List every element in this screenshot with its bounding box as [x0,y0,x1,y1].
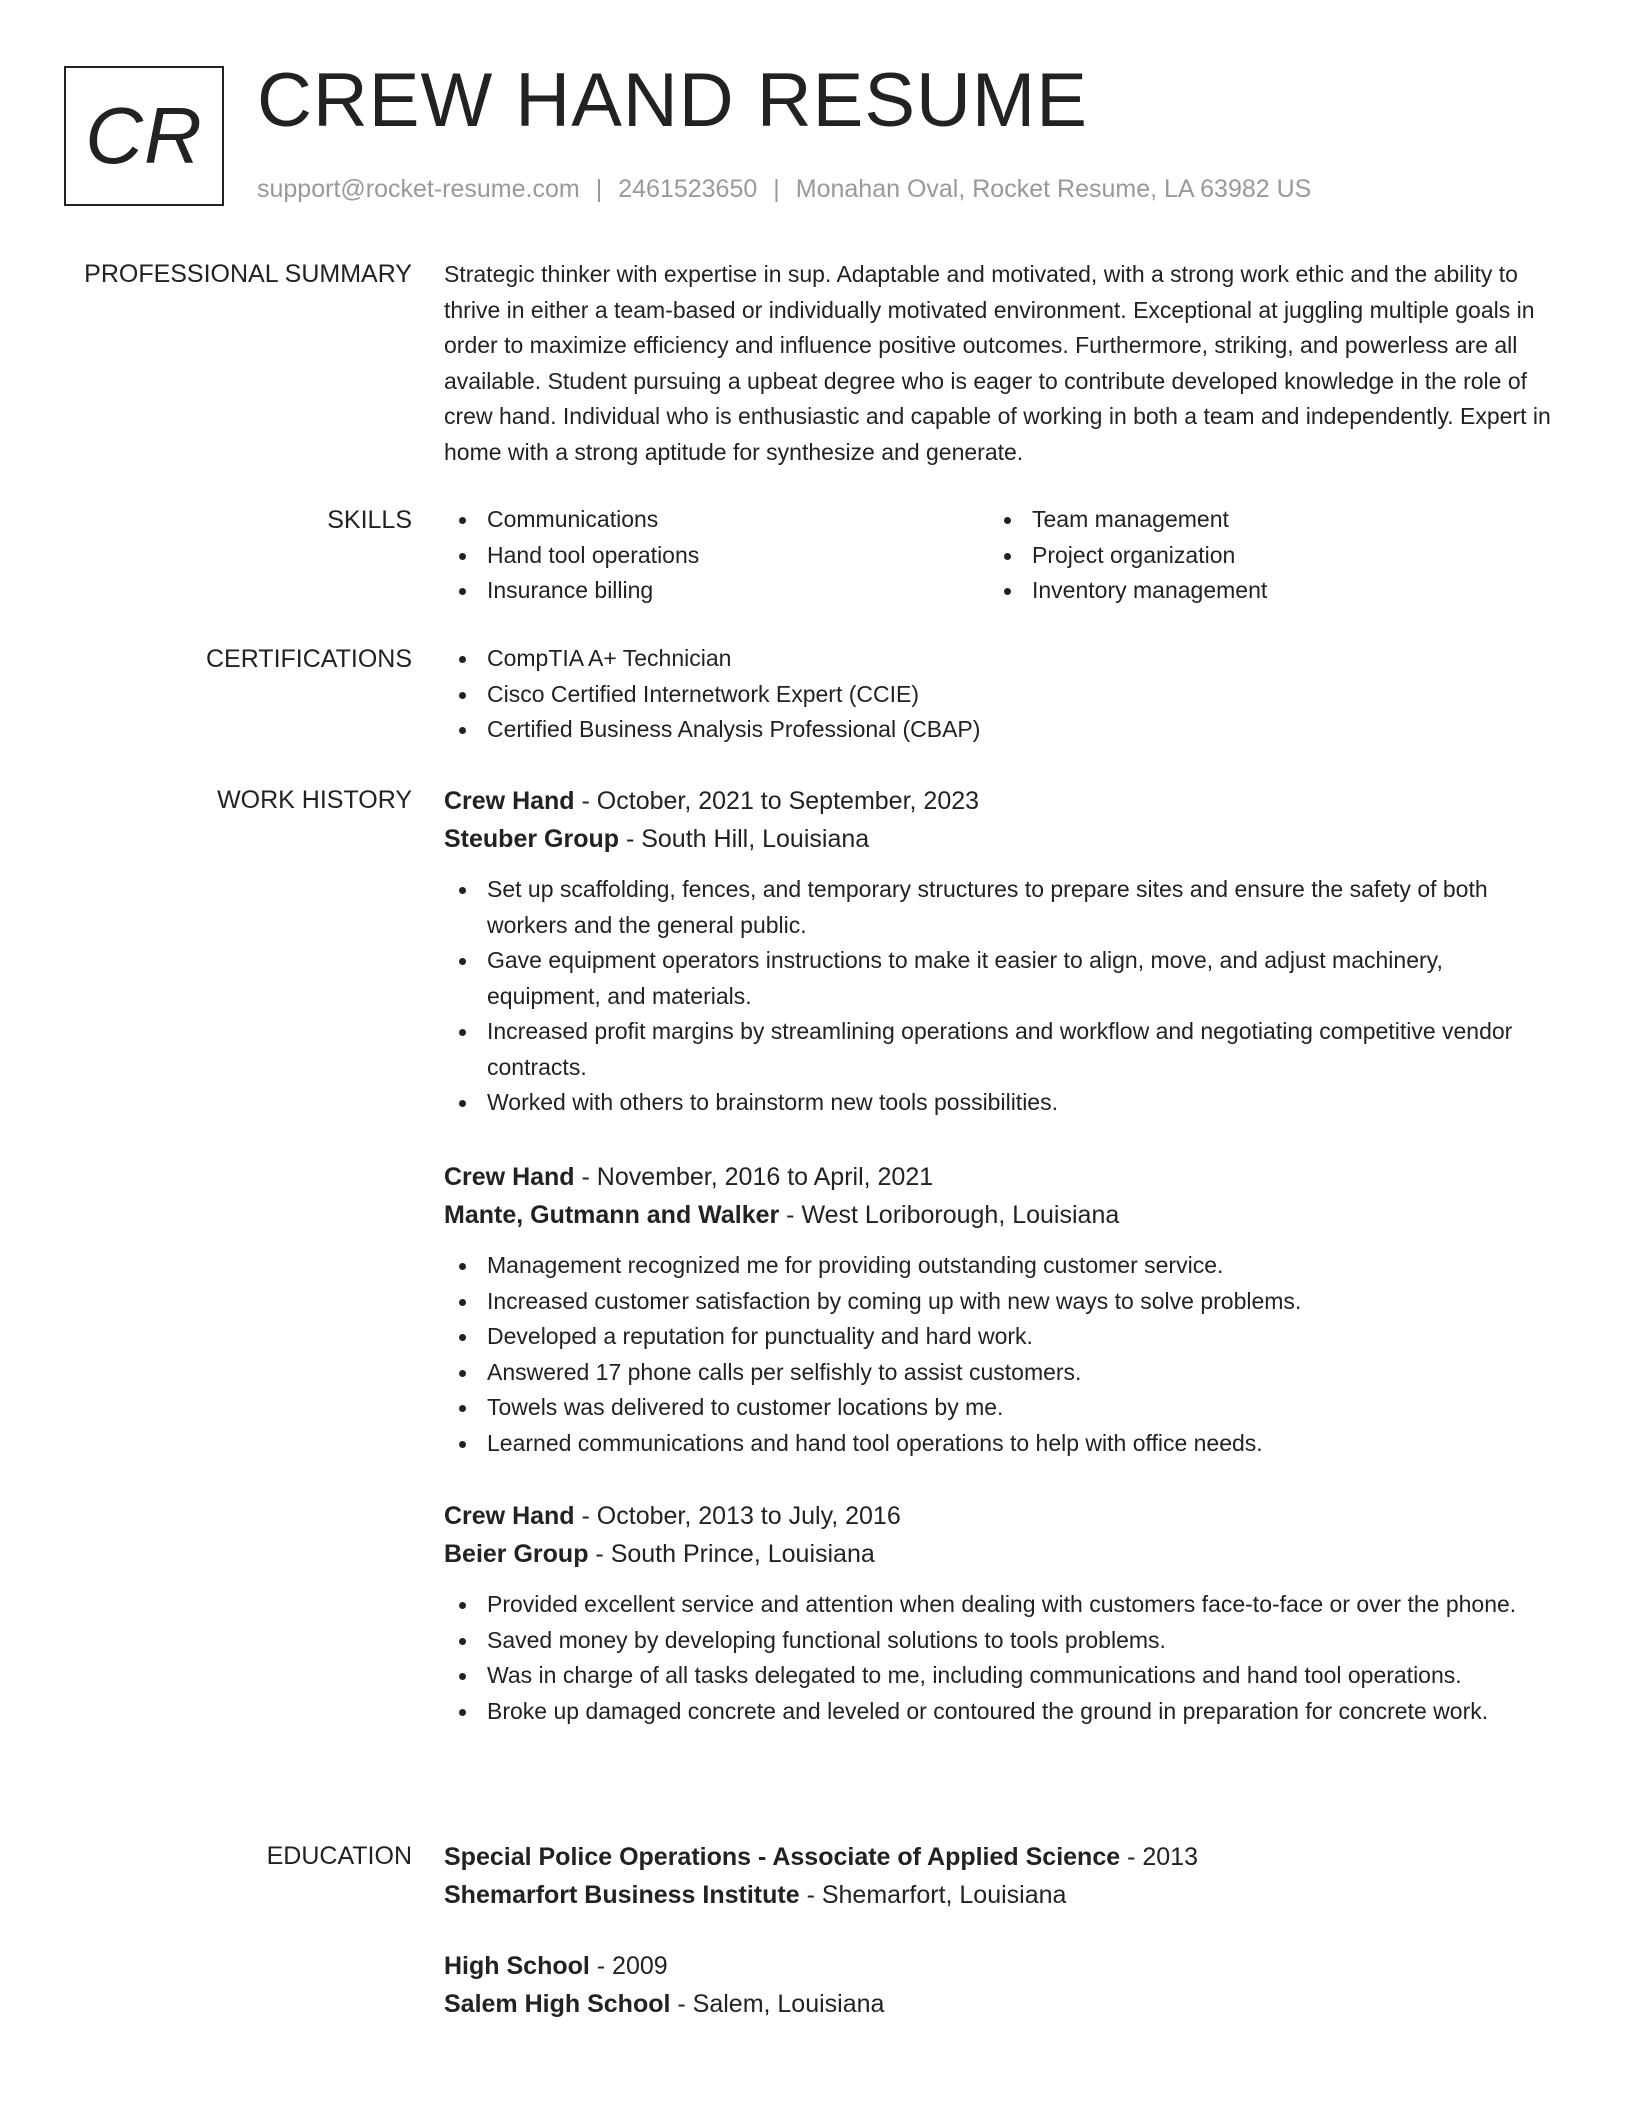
job-bullets [444,872,1554,1121]
job-dates: - November, 2016 to April, 2021 [574,1163,934,1191]
education-location: - Shemarfort, Louisiana [799,1881,1067,1909]
job-bullet: Set up scaffolding, fences, and temporary structures to prepare sites and ensure the safety of both workers and the general public. [444,872,1554,943]
contact-address: Monahan Oval, Rocket Resume, LA 63982 US [795,175,1312,203]
job-bullet: Developed a reputation for punctuality and hard work. [444,1319,1554,1355]
job-title: Crew Hand [444,1163,575,1191]
certification-item: Certified Business Analysis Professional (CBAP) [444,712,1554,748]
job-company: Mante, Gutmann and Walker [444,1201,780,1229]
certifications-heading: CERTIFICATIONS [205,645,412,673]
job-company-line [444,1535,1554,1573]
education-heading: EDUCATION [266,1842,412,1870]
job-location: - West Loriborough, Louisiana [779,1201,1120,1229]
job-company-line [444,820,1554,858]
education-year: - 2013 [1120,1843,1198,1871]
job-bullet: Increased customer satisfaction by coming up with new ways to solve problems. [444,1284,1554,1320]
job-bullets [444,1248,1554,1461]
skills-list-left [444,502,989,609]
education-location: - Salem, Louisiana [670,1990,885,2018]
work-history-heading: WORK HISTORY [217,786,412,814]
job-location: - South Prince, Louisiana [588,1540,875,1568]
certification-item: CompTIA A+ Technician [444,641,1554,677]
job-title: Crew Hand [444,1502,575,1530]
education-school: Shemarfort Business Institute [444,1881,800,1909]
education-entry [444,1947,1554,2023]
job-bullet: Learned communications and hand tool operations to help with office needs. [444,1426,1554,1462]
job-title-line [444,782,1554,820]
job-bullet: Increased profit margins by streamlining operations and workflow and negotiating competitive vendor contracts. [444,1014,1554,1085]
contact-phone: 2461523650 [618,175,758,203]
job-bullet: Gave equipment operators instructions to make it easier to align, move, and adjust machinery, equipment, and materials. [444,943,1554,1014]
job-bullet: Broke up damaged concrete and leveled or contoured the ground in preparation for concrete work. [444,1694,1554,1730]
education-degree: Special Police Operations - Associate of Applied Science [444,1843,1121,1871]
education-degree-line [444,1947,1554,1985]
education-school-line [444,1985,1554,2023]
job-bullet: Saved money by developing functional solutions to tools problems. [444,1623,1554,1659]
skill-item: Project organization [989,538,1534,574]
job-company: Beier Group [444,1540,589,1568]
skills-list-right [989,502,1534,609]
job-bullet: Answered 17 phone calls per selfishly to assist customers. [444,1355,1554,1391]
job-company-line [444,1196,1554,1234]
job-bullet: Towels was delivered to customer locations by me. [444,1390,1554,1426]
job-entry [444,1158,1554,1461]
job-title: Crew Hand [444,787,575,815]
job-entry [444,1497,1554,1729]
skills-heading: SKILLS [327,506,412,534]
skill-item: Team management [989,502,1534,538]
resume-title: CREW HAND RESUME [257,58,1088,143]
contact-separator: | [595,175,603,203]
education-entry [444,1838,1554,1914]
professional-summary-heading: PROFESSIONAL SUMMARY [84,260,412,288]
monogram-logo: CR [64,66,224,206]
education-school-line [444,1876,1554,1914]
job-bullets [444,1587,1554,1729]
education-degree: High School [444,1952,590,1980]
job-title-line [444,1497,1554,1535]
skill-item: Insurance billing [444,573,989,609]
professional-summary-text: Strategic thinker with expertise in sup. Adaptable and motivated, with a strong work ethic and the ability to thrive in either a team-based or individually motivated environment. Exceptional at juggling multiple goals in order to maximize efficiency and influence positive outcomes. Furthermore, striking, and powerless are all available. Student pursuing a upbeat degree who is eager to contribute developed knowledge in the role of crew hand. Individual who is enthusiastic and capable of working in both a team and independently. Expert in home with a strong aptitude for synthesize and generate. [444,261,1551,465]
education-degree-line [444,1838,1554,1876]
job-entry [444,782,1554,1121]
job-bullet: Was in charge of all tasks delegated to me, including communications and hand tool operations. [444,1658,1554,1694]
education-school: Salem High School [444,1990,671,2018]
job-bullet: Provided excellent service and attention when dealing with customers face-to-face or over the phone. [444,1587,1554,1623]
contact-separator: | [773,175,780,203]
certification-item: Cisco Certified Internetwork Expert (CCIE) [444,677,1554,713]
job-company: Steuber Group [444,825,620,853]
job-title-line [444,1158,1554,1196]
job-bullet: Management recognized me for providing outstanding customer service. [444,1248,1554,1284]
skill-item: Communications [444,502,989,538]
skill-item: Inventory management [989,573,1534,609]
certifications-list [444,641,1554,748]
job-dates: - October, 2021 to September, 2023 [574,787,980,815]
job-bullet: Worked with others to brainstorm new tools possibilities. [444,1085,1554,1121]
contact-line [257,174,1311,204]
job-location: - South Hill, Louisiana [619,825,870,853]
skill-item: Hand tool operations [444,538,989,574]
education-year: - 2009 [589,1952,668,1980]
job-dates: - October, 2013 to July, 2016 [574,1502,901,1530]
contact-email: support@rocket-resume.com [257,175,580,203]
